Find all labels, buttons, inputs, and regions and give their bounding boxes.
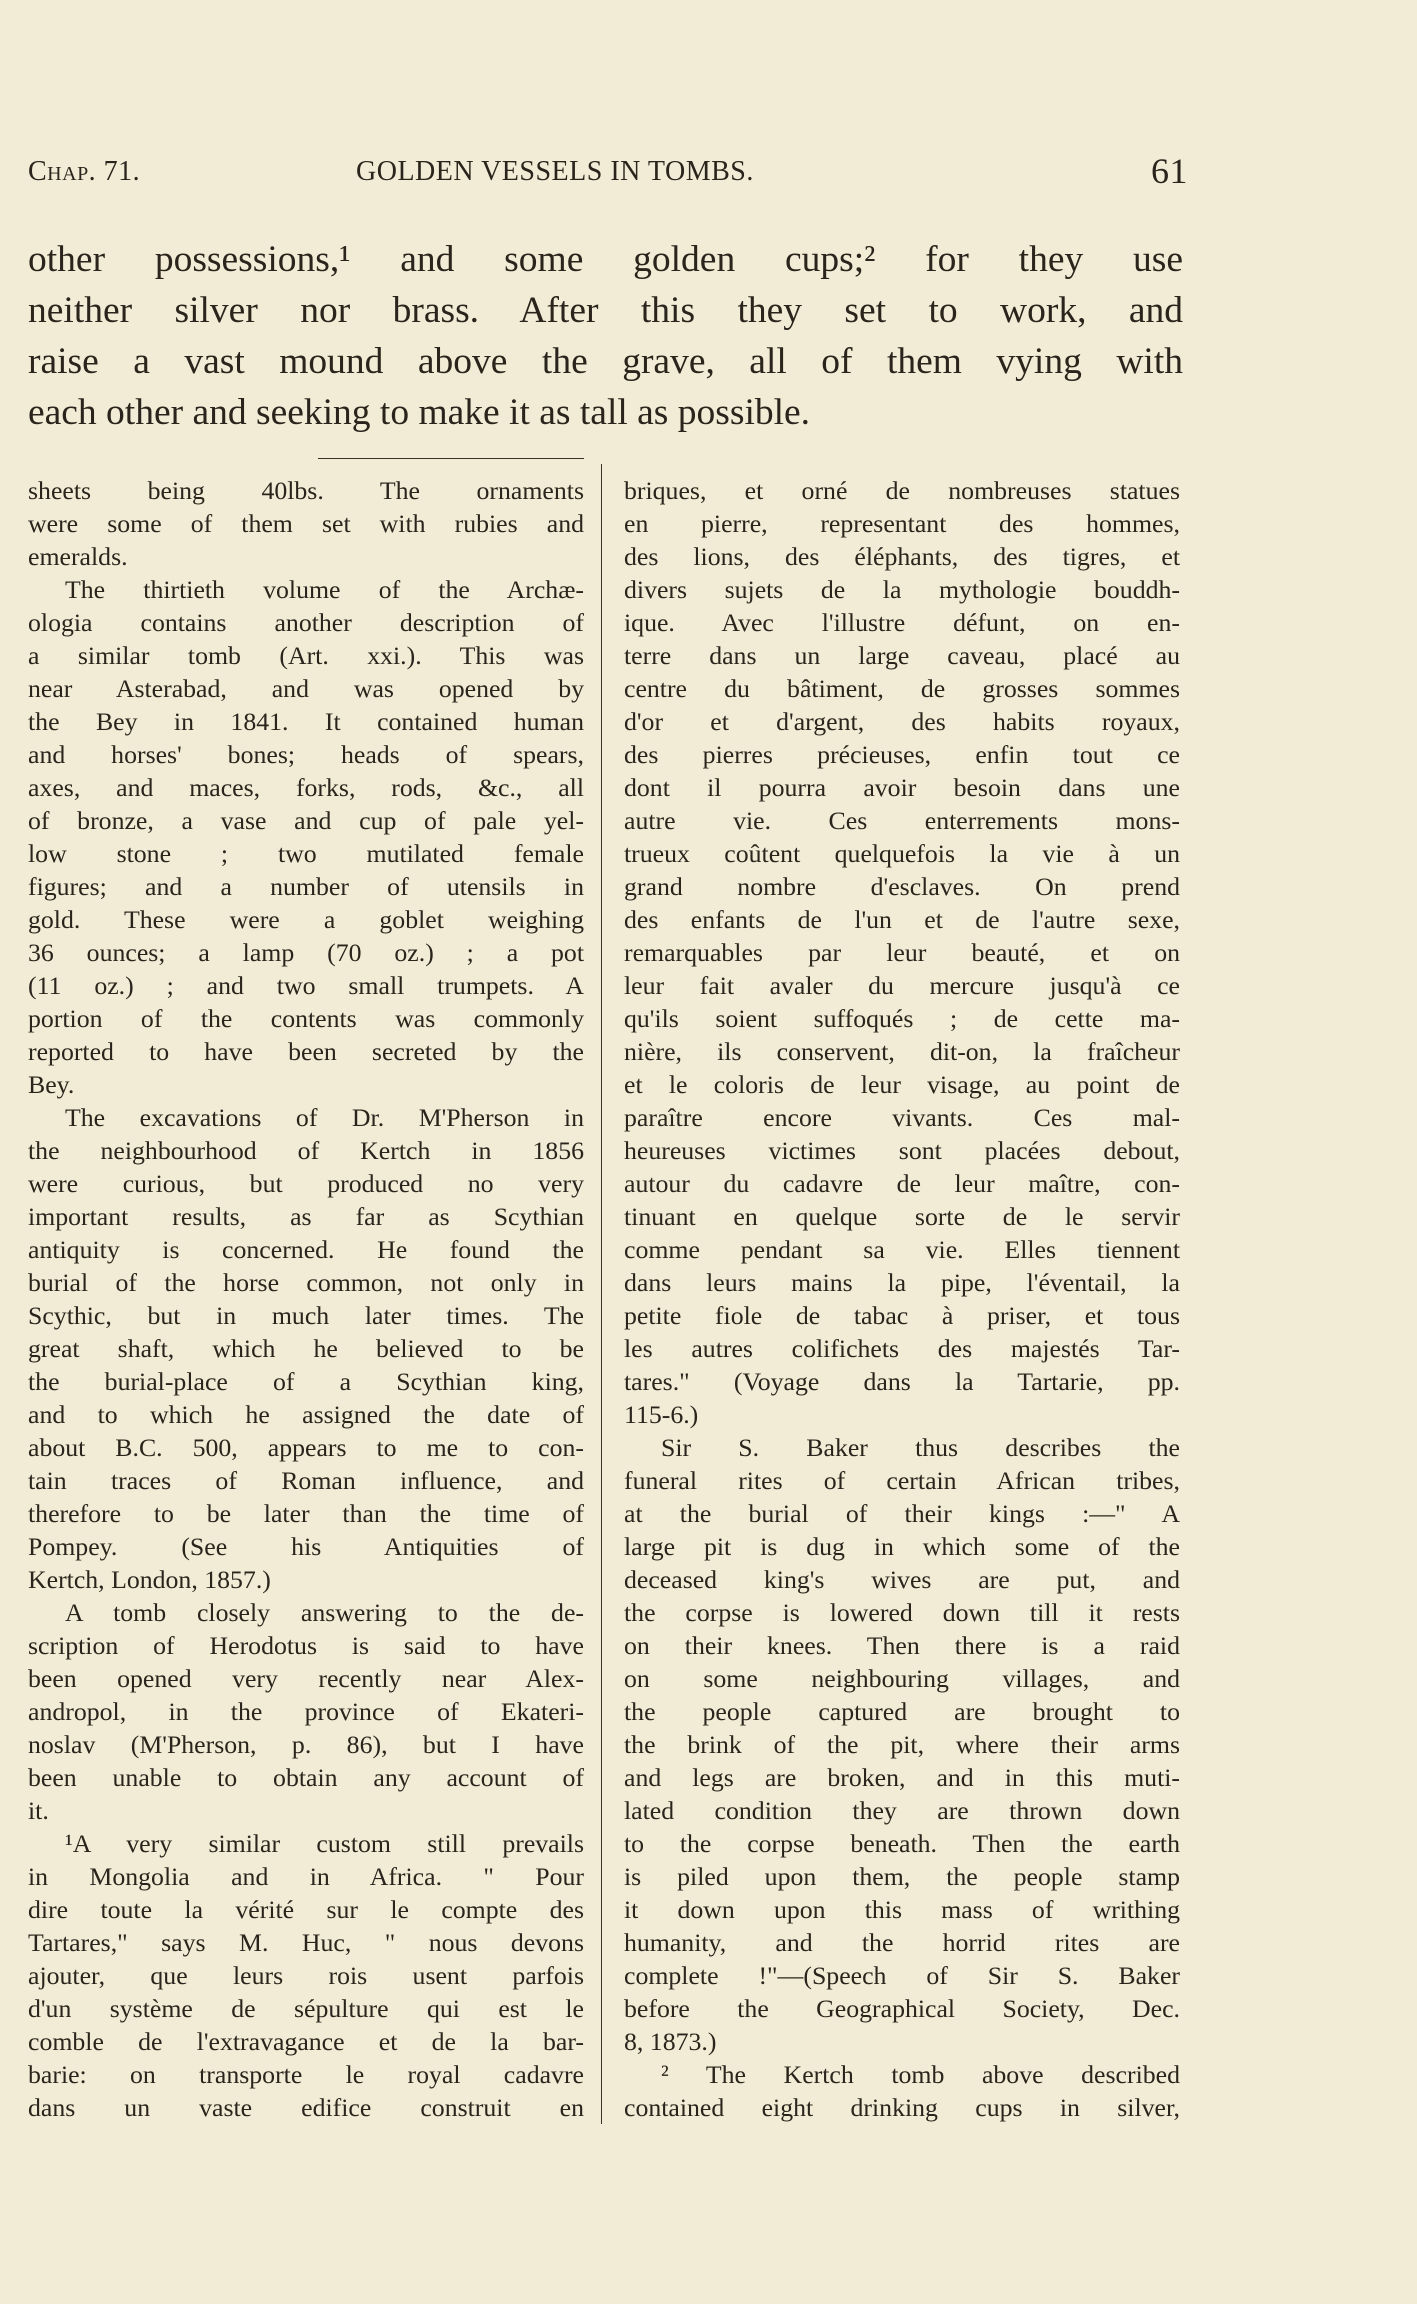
footnote-line: 8, 1873.) <box>624 2027 717 2056</box>
footnotes-right-column <box>624 474 1180 2124</box>
footnote-line: des lions, des éléphants, des tigres, et <box>624 542 1180 571</box>
footnote-line: gold. These were a goblet weighing <box>28 905 584 934</box>
footnote-line: autour du cadavre de leur maître, con- <box>624 1169 1180 1198</box>
footnote-line: Kertch, London, 1857.) <box>28 1565 271 1594</box>
footnote-line: the burial-place of a Scythian king, <box>28 1367 584 1396</box>
footnote-line: divers sujets de la mythologie bouddh- <box>624 575 1180 604</box>
footnote-line: Scythic, but in much later times. The <box>28 1301 584 1330</box>
main-text-line: other possessions,¹ and some golden cups;² for they use <box>28 239 1183 280</box>
footnote-line: ajouter, que leurs rois usent parfois <box>28 1961 584 1990</box>
footnote-line: trueux coûtent quelquefois la vie à un <box>624 839 1180 868</box>
footnote-line: reported to have been secreted by the <box>28 1037 584 1066</box>
footnote-line: funeral rites of certain African tribes, <box>624 1466 1180 1495</box>
running-title: GOLDEN VESSELS IN TOMBS. <box>356 156 754 187</box>
footnote-line: and horses' bones; heads of spears, <box>28 740 584 769</box>
footnote-line: leur fait avaler du mercure jusqu'à ce <box>624 971 1180 1000</box>
footnote-line: deceased king's wives are put, and <box>624 1565 1180 1594</box>
footnote-line: paraître encore vivants. Ces mal- <box>624 1103 1180 1132</box>
footnote-line: scription of Herodotus is said to have <box>28 1631 584 1660</box>
footnote-line: ¹A very similar custom still prevails <box>65 1829 584 1858</box>
footnote-line: in Mongolia and in Africa. " Pour <box>28 1862 584 1891</box>
footnote-line: to the corpse beneath. Then the earth <box>624 1829 1180 1858</box>
footnote-line: axes, and maces, forks, rods, &c., all <box>28 773 584 802</box>
footnote-line: heureuses victimes sont placées debout, <box>624 1136 1180 1165</box>
footnote-line: nière, ils conservent, dit-on, la fraîcheur <box>624 1037 1180 1066</box>
footnote-line: antiquity is concerned. He found the <box>28 1235 584 1264</box>
footnote-line: des pierres précieuses, enfin tout ce <box>624 740 1180 769</box>
footnote-line: Bey. <box>28 1070 75 1099</box>
footnote-line: 36 ounces; a lamp (70 oz.) ; a pot <box>28 938 584 967</box>
footnote-line: Sir S. Baker thus describes the <box>661 1433 1180 1462</box>
footnote-line: d'un système de sépulture qui est le <box>28 1994 584 2023</box>
footnote-line: en pierre, representant des hommes, <box>624 509 1180 538</box>
footnote-line: grand nombre d'esclaves. On prend <box>624 872 1180 901</box>
footnote-line: terre dans un large caveau, placé au <box>624 641 1180 670</box>
footnote-line: ² The Kertch tomb above described <box>661 2060 1180 2089</box>
footnote-line: The excavations of Dr. M'Pherson in <box>65 1103 584 1132</box>
footnote-line: dont il pourra avoir besoin dans une <box>624 773 1180 802</box>
footnote-line: autre vie. Ces enterrements mons- <box>624 806 1180 835</box>
footnote-line: centre du bâtiment, de grosses sommes <box>624 674 1180 703</box>
footnote-line: the corpse is lowered down till it rests <box>624 1598 1180 1627</box>
footnote-line: comme pendant sa vie. Elles tiennent <box>624 1235 1180 1264</box>
footnote-line: on their knees. Then there is a raid <box>624 1631 1180 1660</box>
footnote-line: been unable to obtain any account of <box>28 1763 584 1792</box>
footnote-line: lated condition they are thrown down <box>624 1796 1180 1825</box>
footnote-line: it down upon this mass of writhing <box>624 1895 1180 1924</box>
footnote-line: tinuant en quelque sorte de le servir <box>624 1202 1180 1231</box>
footnote-line: the people captured are brought to <box>624 1697 1180 1726</box>
footnote-line: the brink of the pit, where their arms <box>624 1730 1180 1759</box>
footnote-line: complete !"—(Speech of Sir S. Baker <box>624 1961 1180 1990</box>
footnote-line: andropol, in the province of Ekateri- <box>28 1697 584 1726</box>
footnote-line: les autres colifichets des majestés Tar- <box>624 1334 1180 1363</box>
footnote-line: large pit is dug in which some of the <box>624 1532 1180 1561</box>
main-text-line: neither silver nor brass. After this they set to work, and <box>28 290 1183 331</box>
footnote-line: Pompey. (See his Antiquities of <box>28 1532 584 1561</box>
footnote-line: comble de l'extravagance et de la bar- <box>28 2027 584 2056</box>
footnote-line: and legs are broken, and in this muti- <box>624 1763 1180 1792</box>
footnote-line: d'or et d'argent, des habits royaux, <box>624 707 1180 736</box>
footnote-line: (11 oz.) ; and two small trumpets. A <box>28 971 584 1000</box>
column-divider-rule <box>601 464 602 2124</box>
footnote-separator-rule <box>318 458 584 459</box>
footnote-line: were curious, but produced no very <box>28 1169 584 1198</box>
footnote-line: at the burial of their kings :—" A <box>624 1499 1180 1528</box>
footnote-line: ologia contains another description of <box>28 608 584 637</box>
main-text-line: each other and seeking to make it as tall as possible. <box>28 392 811 433</box>
footnote-line: sheets being 40lbs. The ornaments <box>28 476 584 505</box>
footnote-line: humanity, and the horrid rites are <box>624 1928 1180 1957</box>
running-header <box>28 150 1188 194</box>
footnote-line: important results, as far as Scythian <box>28 1202 584 1231</box>
footnote-line: on some neighbouring villages, and <box>624 1664 1180 1693</box>
footnote-line: 115-6.) <box>624 1400 699 1429</box>
footnote-line: therefore to be later than the time of <box>28 1499 584 1528</box>
footnote-line: dans un vaste edifice construit en <box>28 2093 584 2122</box>
footnote-line: burial of the horse common, not only in <box>28 1268 584 1297</box>
footnote-line: et le coloris de leur visage, au point de <box>624 1070 1180 1099</box>
footnote-line: of bronze, a vase and cup of pale yel- <box>28 806 584 835</box>
footnote-line: des enfants de l'un et de l'autre sexe, <box>624 905 1180 934</box>
footnote-line: and to which he assigned the date of <box>28 1400 584 1429</box>
footnote-line: Tartares," says M. Huc, " nous devons <box>28 1928 584 1957</box>
footnote-line: the Bey in 1841. It contained human <box>28 707 584 736</box>
footnote-line: dire toute la vérité sur le compte des <box>28 1895 584 1924</box>
footnote-line: tain traces of Roman influence, and <box>28 1466 584 1495</box>
main-text-block <box>28 234 1183 438</box>
page-number: 61 <box>1151 151 1188 191</box>
footnote-line: emeralds. <box>28 542 128 571</box>
footnote-line: ique. Avec l'illustre défunt, on en- <box>624 608 1180 637</box>
footnote-line: before the Geographical Society, Dec. <box>624 1994 1180 2023</box>
footnote-line: remarquables par leur beauté, et on <box>624 938 1180 967</box>
footnote-line: about B.C. 500, appears to me to con- <box>28 1433 584 1462</box>
footnote-line: noslav (M'Pherson, p. 86), but I have <box>28 1730 584 1759</box>
footnote-line: dans leurs mains la pipe, l'éventail, la <box>624 1268 1180 1297</box>
footnote-line: The thirtieth volume of the Archæ- <box>65 575 584 604</box>
footnotes-left-column <box>28 474 584 2124</box>
footnote-line: the neighbourhood of Kertch in 1856 <box>28 1136 584 1165</box>
footnote-line: briques, et orné de nombreuses statues <box>624 476 1180 505</box>
footnote-line: contained eight drinking cups in silver, <box>624 2093 1180 2122</box>
footnote-line: figures; and a number of utensils in <box>28 872 584 901</box>
footnote-line: were some of them set with rubies and <box>28 509 584 538</box>
footnote-line: is piled upon them, the people stamp <box>624 1862 1180 1891</box>
footnote-line: near Asterabad, and was opened by <box>28 674 584 703</box>
footnote-line: a similar tomb (Art. xxi.). This was <box>28 641 584 670</box>
footnote-line: qu'ils soient suffoqués ; de cette ma- <box>624 1004 1180 1033</box>
footnote-line: low stone ; two mutilated female <box>28 839 584 868</box>
footnote-line: A tomb closely answering to the de- <box>65 1598 584 1627</box>
footnote-line: petite fiole de tabac à priser, et tous <box>624 1301 1180 1330</box>
footnote-line: tares." (Voyage dans la Tartarie, pp. <box>624 1367 1180 1396</box>
footnote-line: barie: on transporte le royal cadavre <box>28 2060 584 2089</box>
footnote-line: it. <box>28 1796 49 1825</box>
chapter-label: Chap. 71. <box>28 156 141 187</box>
main-text-line: raise a vast mound above the grave, all of them vying with <box>28 341 1183 382</box>
footnote-line: been opened very recently near Alex- <box>28 1664 584 1693</box>
footnote-line: great shaft, which he believed to be <box>28 1334 584 1363</box>
footnote-line: portion of the contents was commonly <box>28 1004 584 1033</box>
